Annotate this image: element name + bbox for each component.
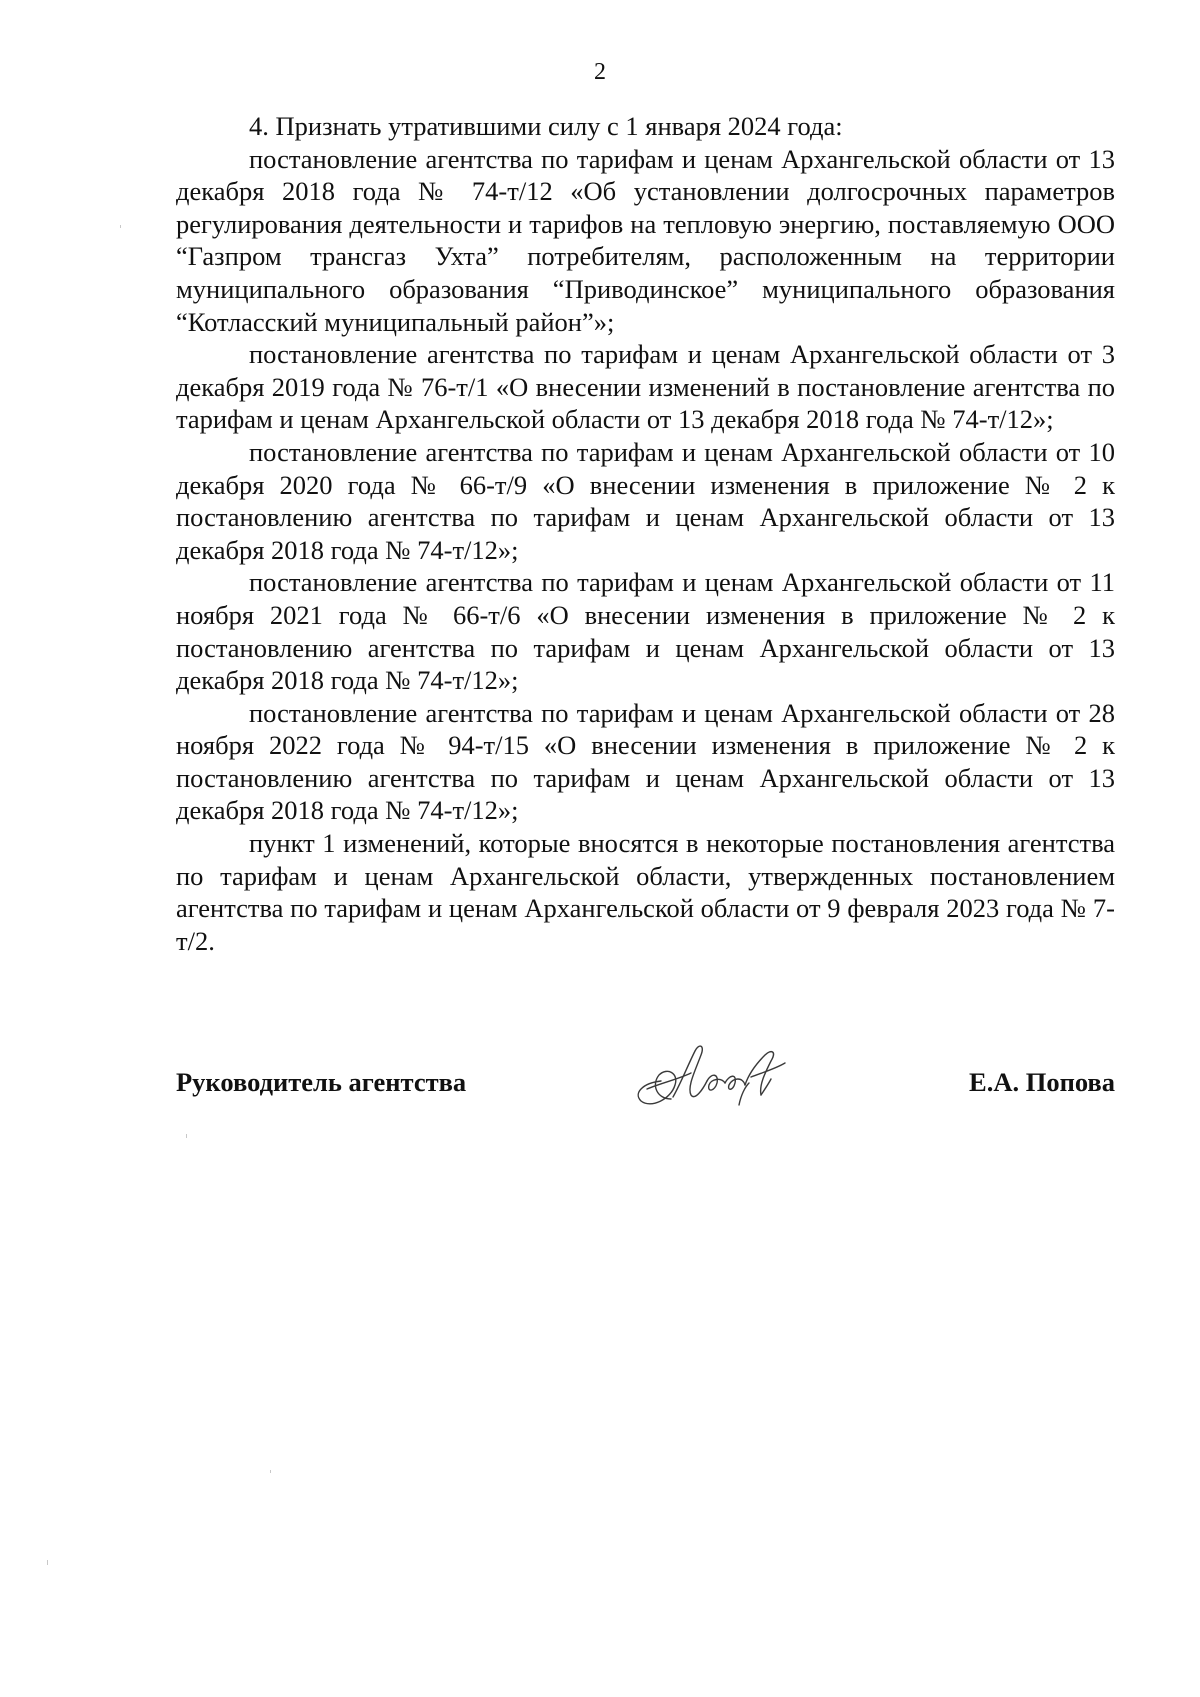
scan-speck xyxy=(270,1470,271,1473)
paragraph-resolution-2018: постановление агентства по тарифам и ценам Архангельской области от 13 декабря 2018 года № 74-т/12 «Об установлении долгосрочных параметров регулирования деятельности и тарифов на тепловую энергию, поставляемую ООО “Газпром трансгаз Ухта” потребителям, расположенным на территории муниципального образования “Приводинское” муниципального образования “Котласский муниципальный район”»; xyxy=(176,143,1115,337)
signer-name: Е.А. Попова xyxy=(969,1067,1115,1097)
signer-title: Руководитель агентства xyxy=(176,1067,467,1097)
paragraph-resolution-2020: постановление агентства по тарифам и ценам Архангельской области от 10 декабря 2020 года № 66-т/9 «О внесении изменения в приложение № 2 к постановлению агентства по тарифам и ценам Архангельской области от 13 декабря 2018 года № 74-т/12»; xyxy=(176,436,1115,565)
scan-speck xyxy=(120,225,121,228)
handwritten-signature xyxy=(621,1033,801,1113)
paragraph-resolution-2021: постановление агентства по тарифам и ценам Архангельской области от 11 ноября 2021 года № 66-т/6 «О внесении изменения в приложение № 2 к постановлению агентства по тарифам и ценам Архангельской области от 13 декабря 2018 года № 74-т/12»; xyxy=(176,567,1115,696)
page-number: 2 xyxy=(594,59,606,85)
paragraph-resolution-2022: постановление агентства по тарифам и ценам Архангельской области от 28 ноября 2022 года № 94-т/15 «О внесении изменения в приложение № 2 к постановлению агентства по тарифам и ценам Архангельской области от 13 декабря 2018 года № 74-т/12»; xyxy=(176,697,1115,826)
paragraph-item-4: 4. Признать утратившими силу с 1 января 2024 года: xyxy=(249,111,843,141)
paragraph-resolution-2023: пункт 1 изменений, которые вносятся в некоторые постановления агентства по тарифам и ценам Архангельской области, утвержденных постановлением агентства по тарифам и ценам Архангельской области от 9 февраля 2023 года № 7-т/2. xyxy=(176,828,1115,956)
signature-block xyxy=(176,1045,1115,1105)
scan-speck xyxy=(186,1134,187,1138)
scan-speck xyxy=(47,1560,48,1565)
document-body xyxy=(176,110,1115,957)
paragraph-resolution-2019: постановление агентства по тарифам и ценам Архангельской области от 3 декабря 2019 года № 76-т/1 «О внесении изменений в постановление агентства по тарифам и ценам Архангельской области от 13 декабря 2018 года № 74-т/12»; xyxy=(176,339,1115,435)
